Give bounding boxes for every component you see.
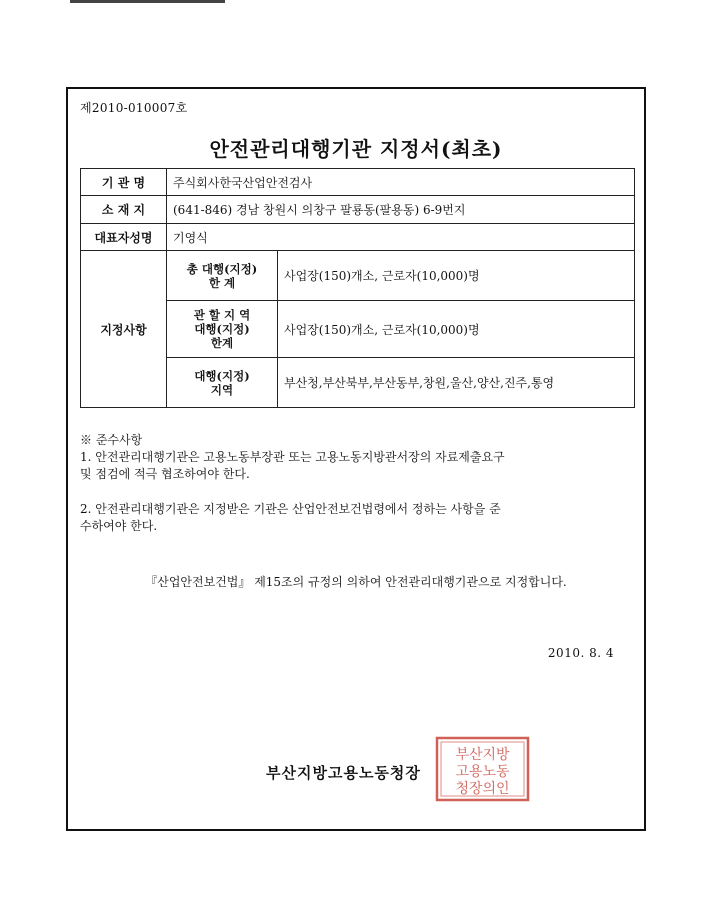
total-limit-label-line-2: 한 계 bbox=[208, 275, 236, 290]
representative-value: 기영식 bbox=[167, 224, 635, 251]
regional-limit-label-line-1: 관 할 지 역 bbox=[193, 308, 251, 322]
total-limit-label-line-1: 총 대행(지정) bbox=[186, 261, 258, 276]
issue-date: 2010. 8. 4 bbox=[547, 646, 614, 660]
certificate-frame bbox=[66, 87, 646, 831]
regional-limit-label bbox=[167, 301, 278, 358]
table-row bbox=[81, 196, 635, 224]
representative-label: 대표자성명 bbox=[81, 224, 167, 251]
regional-limit-value: 사업장(150)개소, 근로자(10,000)명 bbox=[278, 301, 635, 358]
note-1-line-2: 및 점검에 적극 협조하여야 한다. bbox=[80, 467, 250, 481]
regional-limit-label-line-2: 대행(지정) bbox=[194, 322, 250, 336]
address-value: (641-846) 경남 창원시 의창구 팔룡동(팔용동) 6-9번지 bbox=[167, 196, 635, 224]
address-label: 소 재 지 bbox=[81, 196, 167, 224]
designated-area-label-line-2: 지역 bbox=[210, 382, 234, 397]
note-1-line-1: 1. 안전관리대행기관은 고용노동부장관 또는 고용노동지방관서장의 자료제출요구 bbox=[80, 450, 505, 464]
table-row bbox=[81, 169, 635, 196]
designated-area-label-line-1: 대행(지정) bbox=[194, 368, 250, 383]
seal-text-line-3: 청장의인 bbox=[455, 781, 510, 797]
notes-heading: ※ 준수사항 bbox=[80, 433, 143, 447]
regional-limit-label-line-3: 한계 bbox=[210, 336, 234, 350]
info-table bbox=[80, 168, 635, 408]
name-label: 기 관 명 bbox=[81, 169, 167, 196]
total-limit-value: 사업장(150)개소, 근로자(10,000)명 bbox=[278, 251, 635, 301]
designation-label: 지정사항 bbox=[81, 251, 167, 408]
name-value: 주식회사한국산업안전검사 bbox=[167, 169, 635, 196]
designation-declaration: 『산업안전보건법』 제15조의 규정의 의하여 안전관리대행기관으로 지정합니다. bbox=[145, 575, 567, 589]
document-number: 제2010-010007호 bbox=[80, 101, 188, 115]
seal-text-line-2: 고용노동 bbox=[455, 764, 510, 780]
table-row bbox=[81, 251, 635, 301]
issuing-authority: 부산지방고용노동청장 bbox=[266, 764, 421, 782]
note-2-line-1: 2. 안전관리대행기관은 지정받은 기관은 산업안전보건법령에서 정하는 사항을 준 bbox=[80, 502, 501, 516]
table-row bbox=[81, 224, 635, 251]
designated-area-value: 부산청,부산북부,부산동부,창원,울산,양산,진주,통영 bbox=[278, 358, 635, 408]
official-seal-stamp bbox=[435, 736, 530, 802]
designated-area-label bbox=[167, 358, 278, 408]
compliance-notes bbox=[80, 432, 635, 535]
seal-text-line-1: 부산지방 bbox=[455, 747, 510, 763]
document-title: 안전관리대행기관 지정서(최초) bbox=[209, 137, 503, 161]
scan-top-edge-line bbox=[70, 0, 225, 3]
total-limit-label bbox=[167, 251, 278, 301]
note-2-line-2: 수하여야 한다. bbox=[80, 519, 158, 533]
